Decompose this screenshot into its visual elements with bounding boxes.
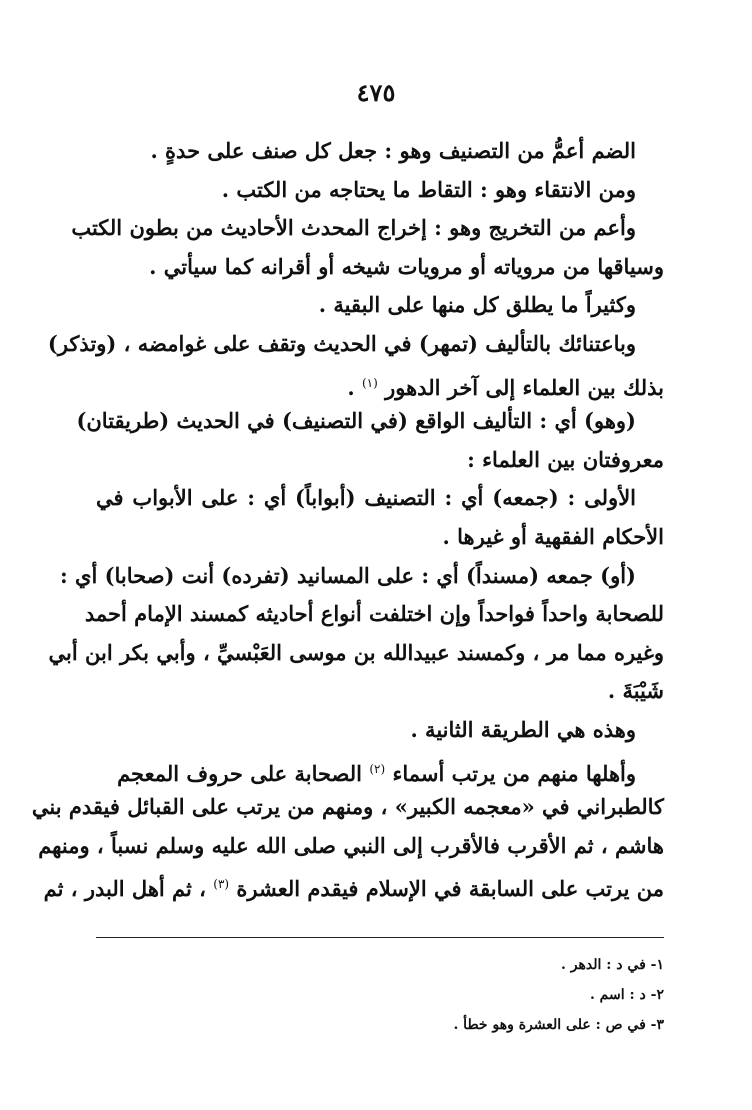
text-line: وسياقها من مروياته أو مرويات شيخه أو أقرانه كما سيأتي . (149, 253, 664, 279)
text-segment: الصحابة على حروف المعجم (117, 760, 362, 786)
text-line: ومن الانتقاء وهو : التقاط ما يحتاجه من الكتب . (221, 176, 636, 202)
text-line: معروفتان بين العلماء : (467, 446, 664, 472)
text-line: (أو) جمعه (مسنداً) أي : على المسانيد (تفرده) أنت (صحابا) أي : (59, 562, 636, 588)
text-line (96, 364, 664, 403)
text-line: كالطبراني في «معجمه الكبير» ، ومنهم من يرتب على القبائل فيقدم بني (31, 794, 664, 820)
text-line: وباعتنائك بالتأليف (تمهر) في الحديث وتقف على غوامضه ، (وتذكر) (47, 330, 636, 356)
text-line: الضم أعمُّ من التصنيف وهو : جعل كل صنف على حدةٍ . (150, 138, 636, 163)
text-line: هاشم ، ثم الأقرب فالأقرب إلى النبي صلى الله عليه وسلم نسباً ، ومنهم (38, 832, 664, 858)
footnotes (96, 950, 664, 1040)
footnote-2: ٢- د : اسم . (589, 987, 664, 1003)
text-segment: بذلك بين العلماء إلى آخر الدهور (385, 374, 664, 400)
text-line: وكثيراً ما يطلق كل منها على البقية . (318, 292, 636, 318)
text-line: وغيره مما مر ، وكمسند عبيدالله بن موسى العَبْسيِّ ، وأبي بكر ابن أبي (48, 639, 664, 665)
text-line: وأعم من التخريج وهو : إخراج المحدث الأحاديث من بطون الكتب (71, 215, 636, 241)
text-line: الأولى : (جمعه) أي : التصنيف (أبواباً) أي : على الأبواب في (96, 485, 636, 511)
text-segment: من يرتب على السابقة في الإسلام فيقدم العشرة (236, 876, 664, 902)
text-line: للصحابة واحداً فواحداً وإن اختلفت أنواع أحاديثه كمسند الإمام أحمد (84, 601, 664, 627)
main-text (31, 132, 664, 904)
footnote-1: ١- في د : الدهر . (561, 957, 664, 973)
text-line: شَيْبَةَ . (607, 678, 664, 704)
line-end-period: . (347, 374, 355, 400)
text-line (96, 750, 664, 789)
footnote-divider (96, 937, 664, 938)
text-line: (وهو) أي : التأليف الواقع (في التصنيف) في الحديث (طريقتان) (76, 408, 636, 434)
footnote-marker-2: (٢) (369, 761, 386, 776)
footnote-3: ٣- في ص : على العشرة وهو خطأ . (453, 1017, 664, 1033)
footnote-marker-1: (١) (361, 375, 378, 390)
text-line (43, 865, 664, 904)
text-segment: وأهلها منهم من يرتب أسماء (392, 760, 636, 786)
footnote-marker-3: (٣) (213, 877, 230, 892)
text-line: وهذه هي الطريقة الثانية . (410, 716, 636, 742)
text-line: الأحكام الفقهية أو غيرها . (442, 523, 664, 549)
page-number: ٤٧٥ (356, 78, 396, 107)
text-segment: ، ثم أهل البدر ، ثم (43, 876, 206, 902)
